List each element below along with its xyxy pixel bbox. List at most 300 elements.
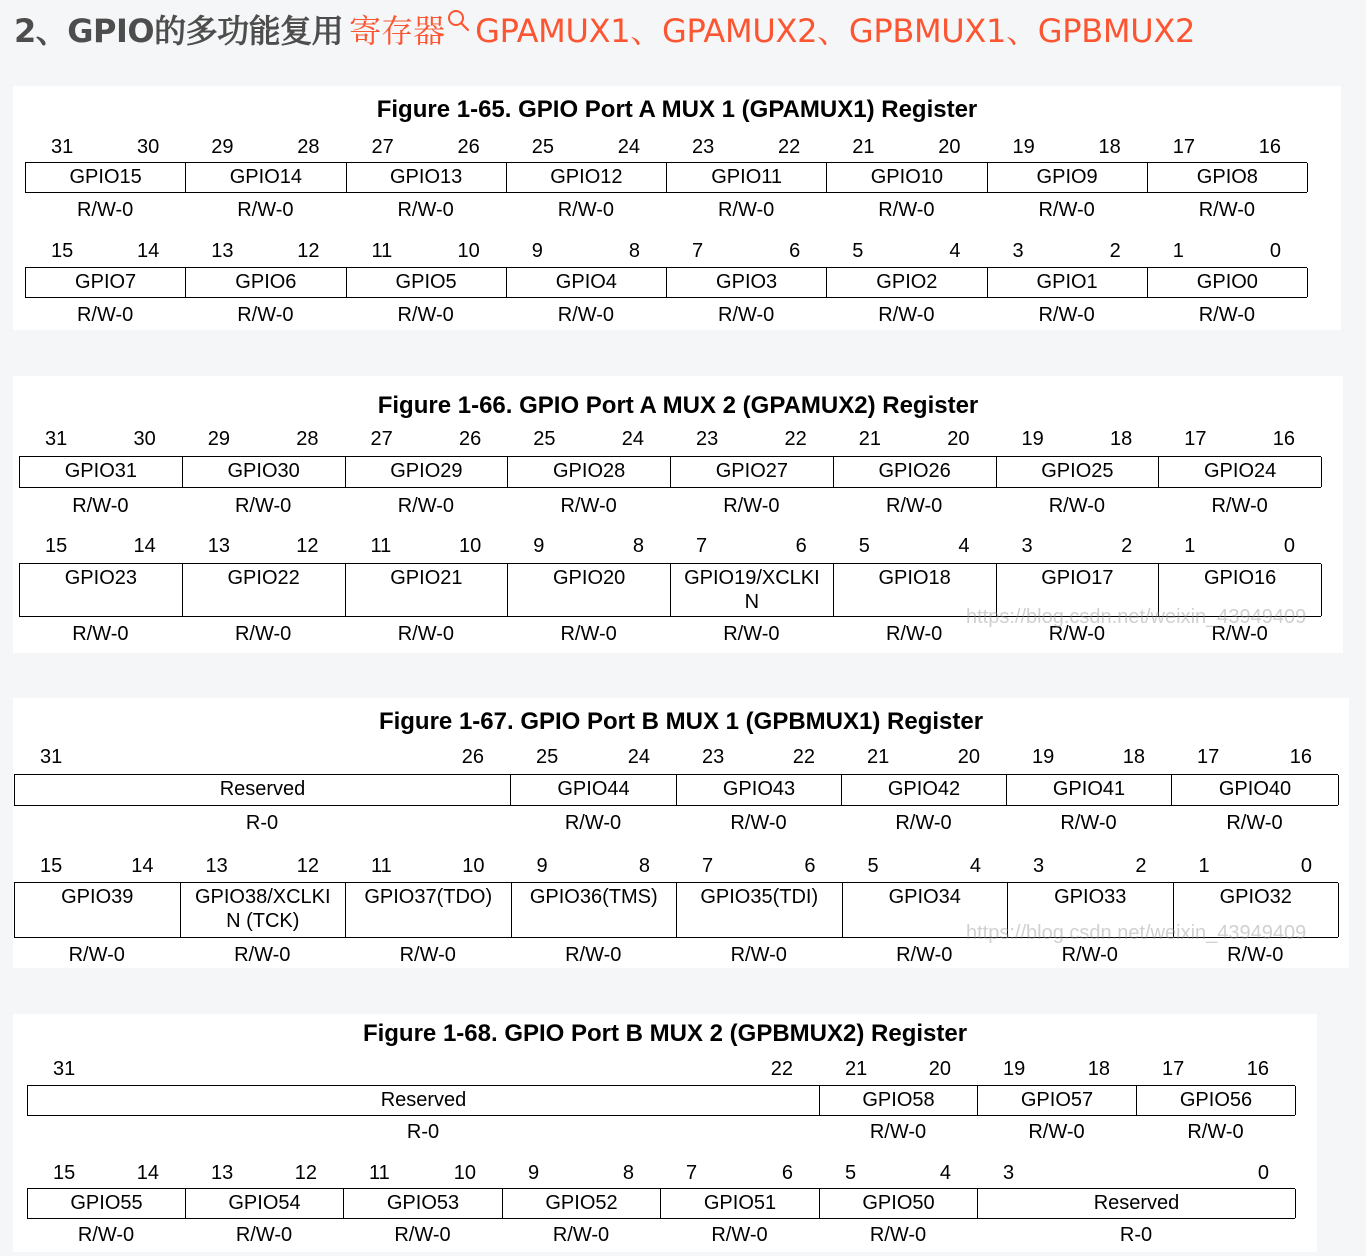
bit-range	[996, 426, 1159, 452]
watermark: https://blog.csdn.net/weixin_43949409	[966, 606, 1307, 628]
bit-range	[1007, 853, 1173, 879]
bit-high: 7	[696, 535, 708, 557]
access-type: R/W-0	[1211, 495, 1268, 517]
bit-high: 21	[867, 746, 890, 768]
bit-low: 10	[459, 535, 482, 557]
bit-low: 18	[1110, 428, 1133, 450]
register-field: GPIO20	[508, 564, 671, 616]
access-type: R/W-0	[560, 495, 617, 517]
register-field-row	[14, 882, 1338, 938]
bit-low: 12	[296, 855, 319, 877]
bit-low: 8	[622, 1162, 634, 1184]
access-type: R/W-0	[234, 495, 292, 517]
bit-high: 11	[369, 1162, 390, 1184]
bit-high: 27	[371, 136, 394, 158]
bit-high: 7	[692, 240, 704, 262]
bit-range	[25, 134, 185, 160]
bit-range	[14, 853, 180, 879]
access-type: R/W-0	[77, 1224, 135, 1246]
bit-low: 16	[1272, 428, 1295, 450]
bit-range	[19, 426, 182, 452]
register-field: GPIO15	[26, 163, 186, 192]
register-field: GPIO51	[661, 1189, 820, 1218]
bit-number-row	[14, 853, 1338, 879]
access-type: R/W-0	[237, 199, 294, 221]
access-type: R/W-0	[1048, 495, 1106, 517]
register-field-row	[27, 1188, 1295, 1219]
bit-high: 9	[528, 1162, 540, 1184]
register-field: GPIO58	[820, 1086, 978, 1115]
access-type: R/W-0	[730, 944, 787, 966]
bit-range	[19, 533, 182, 559]
bit-low: 26	[457, 136, 480, 158]
bit-high: 11	[371, 240, 393, 262]
register-field: GPIO1	[988, 268, 1148, 297]
register-field: GPIO16	[1159, 564, 1322, 616]
bit-high: 13	[205, 855, 228, 877]
bit-low: 10	[457, 240, 480, 262]
access-type: R/W-0	[565, 944, 622, 966]
access-type: R/W-0	[399, 944, 456, 966]
bit-number-row	[27, 1160, 1295, 1186]
access-type: R/W-0	[723, 495, 780, 517]
access-type: R-0	[406, 1121, 440, 1143]
access-type: R/W-0	[76, 199, 134, 221]
heading-registers: GPAMUX1、GPAMUX2、GPBMUX1、GPBMUX2	[475, 12, 1196, 50]
bit-range	[1147, 134, 1307, 160]
bit-low: 26	[459, 428, 482, 450]
bit-high: 17	[1162, 1058, 1185, 1080]
bit-high: 7	[686, 1162, 698, 1184]
register-field: GPIO22	[183, 564, 346, 616]
register-field: GPIO38/XCLKI N (TCK)	[181, 883, 347, 937]
bit-high: 3	[1003, 1162, 1015, 1184]
bit-range	[345, 533, 508, 559]
bit-high: 23	[696, 428, 719, 450]
register-field: Reserved	[978, 1189, 1296, 1218]
bit-range	[1136, 1056, 1295, 1082]
access-type: R/W-0	[68, 944, 125, 966]
bit-low: 8	[632, 535, 644, 557]
register-field: GPIO35(TDI)	[677, 883, 843, 937]
bit-high: 21	[858, 428, 881, 450]
access-type: R/W-0	[552, 1224, 610, 1246]
bit-low: 14	[137, 240, 160, 262]
register-field: GPIO33	[1008, 883, 1174, 937]
register-field: GPIO53	[344, 1189, 503, 1218]
bit-range	[1147, 238, 1307, 264]
register-field: GPIO10	[827, 163, 987, 192]
bit-range	[25, 238, 185, 264]
bit-low: 24	[621, 428, 644, 450]
bit-number-row	[27, 1056, 1295, 1082]
access-row	[19, 620, 1321, 648]
bit-low: 0	[1257, 1162, 1269, 1184]
figure-title: Figure 1-66. GPIO Port A MUX 2 (GPAMUX2) Register	[377, 392, 979, 419]
bit-high: 31	[40, 746, 63, 768]
bit-range	[1158, 426, 1321, 452]
bit-low: 30	[137, 136, 160, 158]
register-field-row	[25, 267, 1307, 298]
bit-number-row	[25, 134, 1307, 160]
bit-range	[977, 1056, 1136, 1082]
bit-low: 28	[297, 136, 320, 158]
register-field: GPIO14	[186, 163, 346, 192]
bit-high: 19	[1003, 1058, 1026, 1080]
bit-high: 19	[1012, 136, 1035, 158]
bit-range	[343, 1160, 502, 1186]
search-icon[interactable]	[445, 11, 475, 47]
access-type: R/W-0	[557, 199, 615, 221]
bit-low: 14	[131, 855, 154, 877]
register-figure-4	[13, 1014, 1317, 1252]
bit-high: 13	[207, 535, 230, 557]
bit-range	[670, 533, 833, 559]
register-field: GPIO29	[346, 457, 509, 487]
access-type: R/W-0	[885, 623, 943, 645]
bit-low: 4	[969, 855, 981, 877]
section-heading	[14, 6, 1195, 52]
bit-high: 15	[53, 1162, 76, 1184]
bit-number-row	[19, 533, 1321, 559]
access-row	[27, 1221, 1295, 1249]
bit-range	[346, 238, 506, 264]
register-field: GPIO0	[1148, 268, 1308, 297]
bit-range	[987, 134, 1147, 160]
access-type: R/W-0	[896, 944, 953, 966]
access-type: R/W-0	[394, 1224, 451, 1246]
bit-range	[182, 426, 345, 452]
access-type: R/W-0	[723, 623, 780, 645]
bit-low: 12	[296, 535, 319, 557]
bit-range	[833, 533, 996, 559]
bit-low: 16	[1258, 136, 1281, 158]
bit-range	[511, 853, 677, 879]
register-field: GPIO23	[20, 564, 183, 616]
access-type: R/W-0	[235, 1224, 293, 1246]
bit-high: 17	[1172, 136, 1195, 158]
register-field: GPIO4	[507, 268, 667, 297]
bit-number-row	[14, 744, 1338, 770]
bit-high: 31	[45, 428, 68, 450]
register-field: GPIO5	[347, 268, 507, 297]
access-type: R/W-0	[1028, 1121, 1085, 1143]
register-field: GPIO55	[28, 1189, 186, 1218]
bit-range	[987, 238, 1147, 264]
access-type: R/W-0	[1198, 304, 1256, 326]
bit-range	[670, 426, 833, 452]
bit-high: 19	[1032, 746, 1055, 768]
bit-range	[507, 533, 670, 559]
bit-number-row	[19, 426, 1321, 452]
access-type: R/W-0	[1060, 812, 1117, 834]
bit-low: 20	[938, 136, 961, 158]
figure-title: Figure 1-68. GPIO Port B MUX 2 (GPBMUX2) Register	[362, 1020, 968, 1047]
register-field: GPIO11	[667, 163, 827, 192]
bit-high: 17	[1197, 746, 1220, 768]
bit-range	[345, 426, 508, 452]
register-field: GPIO7	[26, 268, 186, 297]
register-field: GPIO28	[508, 457, 671, 487]
bit-high: 1	[1198, 855, 1210, 877]
access-type: R/W-0	[711, 1224, 768, 1246]
access-type: R/W-0	[564, 812, 622, 834]
bit-range	[996, 533, 1159, 559]
bit-low: 16	[1289, 746, 1312, 768]
register-field: GPIO6	[186, 268, 346, 297]
bit-high: 9	[533, 535, 545, 557]
access-row	[19, 492, 1321, 520]
bit-low: 22	[792, 746, 815, 768]
register-field: GPIO37(TDO)	[346, 883, 512, 937]
bit-range	[826, 238, 986, 264]
bit-low: 0	[1300, 855, 1312, 877]
register-field-row	[19, 563, 1321, 617]
access-type: R/W-0	[878, 304, 935, 326]
bit-range	[833, 426, 996, 452]
register-field: GPIO50	[820, 1189, 978, 1218]
bit-range	[27, 1056, 819, 1082]
bit-high: 1	[1184, 535, 1196, 557]
bit-number-row	[25, 238, 1307, 264]
register-field: GPIO25	[997, 457, 1160, 487]
bit-range	[27, 1160, 185, 1186]
bit-high: 5	[845, 1162, 857, 1184]
register-field: GPIO3	[667, 268, 827, 297]
bit-high: 31	[53, 1058, 76, 1080]
bit-high: 25	[533, 428, 556, 450]
bit-low: 0	[1269, 240, 1281, 262]
register-field: GPIO40	[1172, 775, 1339, 805]
bit-range	[507, 426, 670, 452]
bit-low: 0	[1283, 535, 1295, 557]
bit-range	[819, 1160, 977, 1186]
access-type: R/W-0	[397, 495, 455, 517]
register-field: GPIO36(TMS)	[512, 883, 678, 937]
register-field: GPIO52	[503, 1189, 661, 1218]
bit-range	[666, 134, 826, 160]
bit-range	[346, 134, 506, 160]
register-field: GPIO30	[183, 457, 346, 487]
bit-range	[660, 1160, 819, 1186]
access-type: R/W-0	[234, 944, 291, 966]
bit-range	[842, 853, 1008, 879]
register-field: GPIO57	[978, 1086, 1137, 1115]
access-row	[27, 1118, 1295, 1146]
access-type: R/W-0	[557, 304, 615, 326]
bit-low: 2	[1121, 535, 1133, 557]
register-field: GPIO18	[834, 564, 997, 616]
register-field: GPIO26	[834, 457, 997, 487]
access-type: R/W-0	[397, 304, 454, 326]
bit-high: 11	[370, 535, 392, 557]
bit-low: 2	[1135, 855, 1147, 877]
bit-low: 16	[1246, 1058, 1269, 1080]
bit-high: 13	[211, 240, 234, 262]
access-type: R/W-0	[1187, 1121, 1244, 1143]
bit-high: 11	[371, 855, 392, 877]
figure-title: Figure 1-67. GPIO Port B MUX 1 (GPBMUX1) Register	[378, 708, 984, 735]
bit-high: 29	[207, 428, 230, 450]
register-field: GPIO41	[1007, 775, 1172, 805]
access-type: R/W-0	[885, 495, 943, 517]
access-type: R-0	[1119, 1224, 1153, 1246]
access-type: R/W-0	[72, 623, 129, 645]
bit-high: 5	[852, 240, 864, 262]
bit-low: 6	[795, 535, 807, 557]
bit-high: 13	[211, 1162, 234, 1184]
bit-range	[826, 134, 986, 160]
register-field: GPIO9	[988, 163, 1148, 192]
register-field-row	[25, 162, 1307, 193]
bit-low: 12	[297, 240, 320, 262]
bit-high: 23	[702, 746, 725, 768]
bit-low: 6	[781, 1162, 793, 1184]
register-figure-3	[13, 698, 1349, 968]
bit-high: 25	[531, 136, 554, 158]
bit-low: 2	[1109, 240, 1121, 262]
bit-high: 1	[1172, 240, 1184, 262]
bit-low: 26	[461, 746, 484, 768]
bit-high: 5	[867, 855, 879, 877]
watermark: https://blog.csdn.net/weixin_43949409	[966, 922, 1307, 944]
bit-low: 6	[804, 855, 816, 877]
register-field: GPIO34	[843, 883, 1009, 937]
access-type: R/W-0	[869, 1224, 927, 1246]
register-field: Reserved	[28, 1086, 820, 1115]
bit-high: 7	[702, 855, 714, 877]
bit-high: 25	[536, 746, 559, 768]
register-field-row	[14, 774, 1338, 806]
bit-high: 9	[531, 240, 543, 262]
bit-range	[676, 853, 842, 879]
bit-range	[502, 1160, 660, 1186]
bit-high: 19	[1021, 428, 1044, 450]
register-field: GPIO39	[15, 883, 181, 937]
bit-range	[180, 853, 346, 879]
bit-range	[14, 744, 510, 770]
bit-low: 22	[770, 1058, 793, 1080]
bit-range	[841, 744, 1006, 770]
bit-range	[1171, 744, 1338, 770]
register-figure-2	[13, 376, 1343, 653]
bit-high: 15	[45, 535, 68, 557]
register-field: GPIO56	[1137, 1086, 1296, 1115]
register-field: Reserved	[15, 775, 511, 805]
access-type: R-0	[245, 812, 279, 834]
register-figure-1	[13, 86, 1341, 330]
register-field: GPIO21	[346, 564, 509, 616]
register-field: GPIO13	[347, 163, 507, 192]
register-field: GPIO44	[511, 775, 677, 805]
bit-high: 3	[1012, 240, 1024, 262]
register-field-row	[19, 456, 1321, 488]
bit-low: 6	[789, 240, 801, 262]
bit-low: 14	[133, 535, 156, 557]
bit-low: 28	[296, 428, 319, 450]
access-type: R/W-0	[1211, 623, 1268, 645]
bit-high: 15	[40, 855, 63, 877]
access-type: R/W-0	[1048, 623, 1106, 645]
access-row	[14, 809, 1338, 837]
register-field: GPIO17	[997, 564, 1160, 616]
bit-low: 20	[947, 428, 970, 450]
bit-range	[1158, 533, 1321, 559]
bit-range	[345, 853, 511, 879]
bit-low: 18	[1122, 746, 1145, 768]
access-type: R/W-0	[72, 495, 129, 517]
access-type: R/W-0	[237, 304, 294, 326]
access-type: R/W-0	[717, 199, 775, 221]
register-link[interactable]: 寄存器	[349, 12, 446, 50]
bit-low: 10	[462, 855, 485, 877]
bit-high: 31	[51, 136, 74, 158]
register-field-row	[27, 1085, 1295, 1116]
bit-high: 21	[845, 1058, 868, 1080]
bit-high: 27	[370, 428, 393, 450]
bit-high: 3	[1021, 535, 1033, 557]
bit-low: 24	[617, 136, 640, 158]
register-field: GPIO12	[507, 163, 667, 192]
access-type: R/W-0	[1227, 944, 1284, 966]
bit-high: 3	[1033, 855, 1045, 877]
access-row	[25, 196, 1307, 224]
access-type: R/W-0	[895, 812, 952, 834]
access-type: R/W-0	[1226, 812, 1283, 834]
bit-high: 15	[51, 240, 74, 262]
access-type: R/W-0	[560, 623, 617, 645]
access-type: R/W-0	[730, 812, 787, 834]
bit-low: 24	[627, 746, 650, 768]
register-field: GPIO27	[671, 457, 834, 487]
bit-low: 4	[939, 1162, 951, 1184]
bit-range	[666, 238, 826, 264]
bit-low: 22	[784, 428, 807, 450]
access-type: R/W-0	[1198, 199, 1256, 221]
bit-range	[1173, 853, 1339, 879]
bit-range	[185, 238, 345, 264]
bit-high: 17	[1184, 428, 1207, 450]
access-type: R/W-0	[234, 623, 292, 645]
access-row	[25, 301, 1307, 329]
bit-range	[510, 744, 676, 770]
bit-low: 18	[1098, 136, 1121, 158]
bit-range	[1006, 744, 1171, 770]
bit-low: 20	[957, 746, 980, 768]
bit-range	[185, 134, 345, 160]
bit-low: 30	[133, 428, 156, 450]
bit-range	[676, 744, 841, 770]
bit-low: 20	[928, 1058, 951, 1080]
register-field: GPIO2	[827, 268, 987, 297]
bit-high: 23	[692, 136, 715, 158]
bit-low: 10	[453, 1162, 476, 1184]
bit-low: 4	[958, 535, 970, 557]
bit-high: 9	[536, 855, 548, 877]
access-type: R/W-0	[869, 1121, 927, 1143]
register-field: GPIO42	[842, 775, 1007, 805]
bit-high: 5	[858, 535, 870, 557]
bit-low: 8	[628, 240, 640, 262]
register-field: GPIO43	[677, 775, 842, 805]
register-field: GPIO54	[186, 1189, 344, 1218]
access-type: R/W-0	[397, 199, 454, 221]
bit-low: 8	[638, 855, 650, 877]
register-field: GPIO32	[1174, 883, 1340, 937]
heading-prefix: 2、GPIO的多功能复用	[14, 12, 344, 50]
bit-range	[506, 238, 666, 264]
access-row	[14, 941, 1338, 969]
